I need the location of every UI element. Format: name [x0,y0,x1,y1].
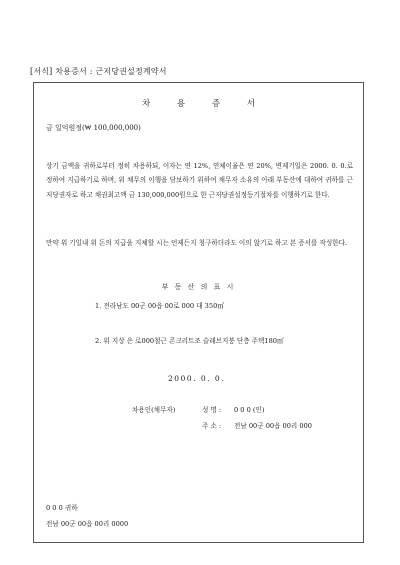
creditor-name: 0 0 0 귀하 [46,504,78,512]
loan-terms-paragraph: 상기 금액을 귀하로부터 정히 차용하되, 이자는 연 12%, 연체이율은 연 20%, 변제기일은 2000. 0. 0.로 정하여 지급하기로 하며, 위 채무의 이행을 담보하기 위하여 채무자 소유의 아래 부동산에 대하여 귀하를 근저당권자로 하고 채권최고액 금 130,000,000원으로 한 근저당권설정등기절차를 이행하기로 한다. [46,162,353,199]
debtor-address-label: 주 소 : [202,422,222,430]
debtor-name-value: 0 0 0 (인) [234,406,265,414]
creditor-address: 전남 00군 00읍 00리 0000 [46,520,129,528]
loan-amount: 금 일억원정(₩ 100,000,000) [46,124,141,132]
default-clause-paragraph: 만약 위 기일내 위 돈의 지급을 지체할 시는 언제든지 청구하더라도 이의 않기로 하고 본 증서를 작성한다. [46,239,348,247]
debtor-label: 차용인(채무자) [132,406,176,414]
debtor-name-label: 성 명 : [202,406,222,414]
document-title: 차 용 증 서 [142,99,267,109]
property-section-title: 부 동 산 의 표 시 [161,283,236,291]
document-body [33,82,364,543]
property-item-building: 2. 위 지상 은 로000철근 콘크리트조 슬래브지붕 단층 주택180㎡ [95,337,284,345]
property-item-land: 1. 전라남도 00군 00읍 00로 000 대 350㎡ [95,302,224,310]
form-label: [서식] 차용증서 : 근저당권설정계약서 [30,67,167,76]
document-date: 2000. 0. 0. [168,374,226,383]
debtor-address-value: 전남 00군 00읍 00리 000 [234,422,312,430]
